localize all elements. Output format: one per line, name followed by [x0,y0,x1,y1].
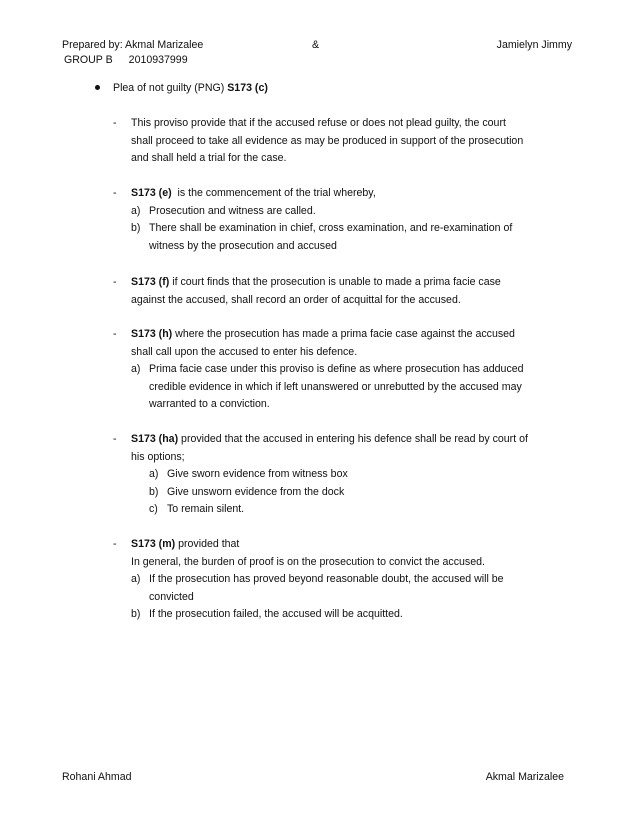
sub-line: Prima facie case under this proviso is define as where prosecution has adduced [149,363,524,375]
item-line: and shall held a trial for the case. [131,152,287,164]
sub-label: a) [131,204,141,217]
item-line: his options; [131,450,185,463]
item-body [131,431,571,519]
option-label: c) [149,503,158,515]
sub-line: Prosecution and witness are called. [149,204,316,217]
item-line: shall proceed to take all evidence as may be produced in support of the prosecution [131,134,524,147]
item-line: shall call upon the accused to enter his defence. [131,345,358,358]
sub-label: a) [131,573,141,585]
item-lead: is the commencement of the trial whereby, [171,187,376,199]
sub-item [131,220,571,255]
group-number: 2010937999 [128,54,188,66]
item-line: This proviso provide that if the accused refuse or does not plead guilty, the court [131,117,506,129]
item-body [131,536,571,624]
bullet-icon [95,85,100,90]
footer-right: Akmal Marizalee [485,771,564,783]
options-list [131,466,571,519]
sub-line: witness by the prosecution and accused [149,239,337,252]
sub-line: There shall be examination in chief, cross examination, and re-examination of [149,222,513,234]
sub-item [131,606,571,624]
prepared-by: Prepared by: Akmal Marizalee [62,39,204,51]
item-lead: if court finds that the prosecution is unable to made a prima facie case [169,276,501,288]
sub-line: If the prosecution has proved beyond reasonable doubt, the accused will be [149,573,504,585]
section-ref: S173 (ha) [131,433,179,445]
item-lead-line [131,326,571,344]
item-line: In general, the burden of proof is on the prosecution to convict the accused. [131,555,485,568]
bullet-section: S173 (c) [227,82,268,94]
item-body [131,326,571,414]
main-bullet [95,80,268,98]
ampersand: & [312,39,320,51]
section-ref: S173 (e) [131,187,172,199]
dash-marker: - [113,433,117,445]
option-text: Give unsworn evidence from the dock [167,485,345,498]
item-line: against the accused, shall record an order of acquittal for the accused. [131,293,461,306]
item-body [131,185,571,255]
dash-marker: - [113,276,117,288]
item-body [131,274,571,309]
option-label: b) [149,485,159,498]
option-label: a) [149,468,159,480]
item-lead-line [131,185,571,203]
dash-marker: - [113,117,117,129]
sub-line: credible evidence in which if left unanswered or unrebutted by the accused may [149,380,522,393]
option-item [149,484,571,502]
sub-line: If the prosecution failed, the accused will be acquitted. [149,608,403,620]
item-lead: where the prosecution has made a prima facie case against the accused [172,328,515,340]
option-item [149,466,571,484]
item-lead-line [131,536,571,554]
sub-label: b) [131,608,141,620]
section-ref: S173 (f) [131,276,170,288]
sub-item [131,203,571,221]
sub-line: warranted to a conviction. [149,398,270,410]
dash-marker: - [113,538,117,550]
item-body [131,115,571,168]
sub-label: b) [131,222,141,234]
item-lead: provided that the accused in entering his defence shall be read by court of [178,433,528,445]
dash-marker: - [113,187,117,199]
group-label: GROUP B [64,54,113,66]
option-item [149,501,571,519]
dash-marker: - [113,328,117,340]
sub-line: convicted [149,590,194,603]
group-line [64,53,188,68]
section-ref: S173 (m) [131,538,176,550]
sub-label: a) [131,363,141,375]
coauthor-name: Jamielyn Jimmy [496,39,572,51]
sub-item [131,571,571,606]
option-text: To remain silent. [167,503,245,515]
item-lead: provided that [175,538,240,550]
item-lead-line [131,431,571,449]
footer-left: Rohani Ahmad [62,771,132,783]
bullet-text: Plea of not guilty (PNG) [113,82,228,94]
item-lead-line [131,274,571,292]
section-ref: S173 (h) [131,328,173,340]
option-text: Give sworn evidence from witness box [167,468,348,480]
sub-item [131,361,571,414]
